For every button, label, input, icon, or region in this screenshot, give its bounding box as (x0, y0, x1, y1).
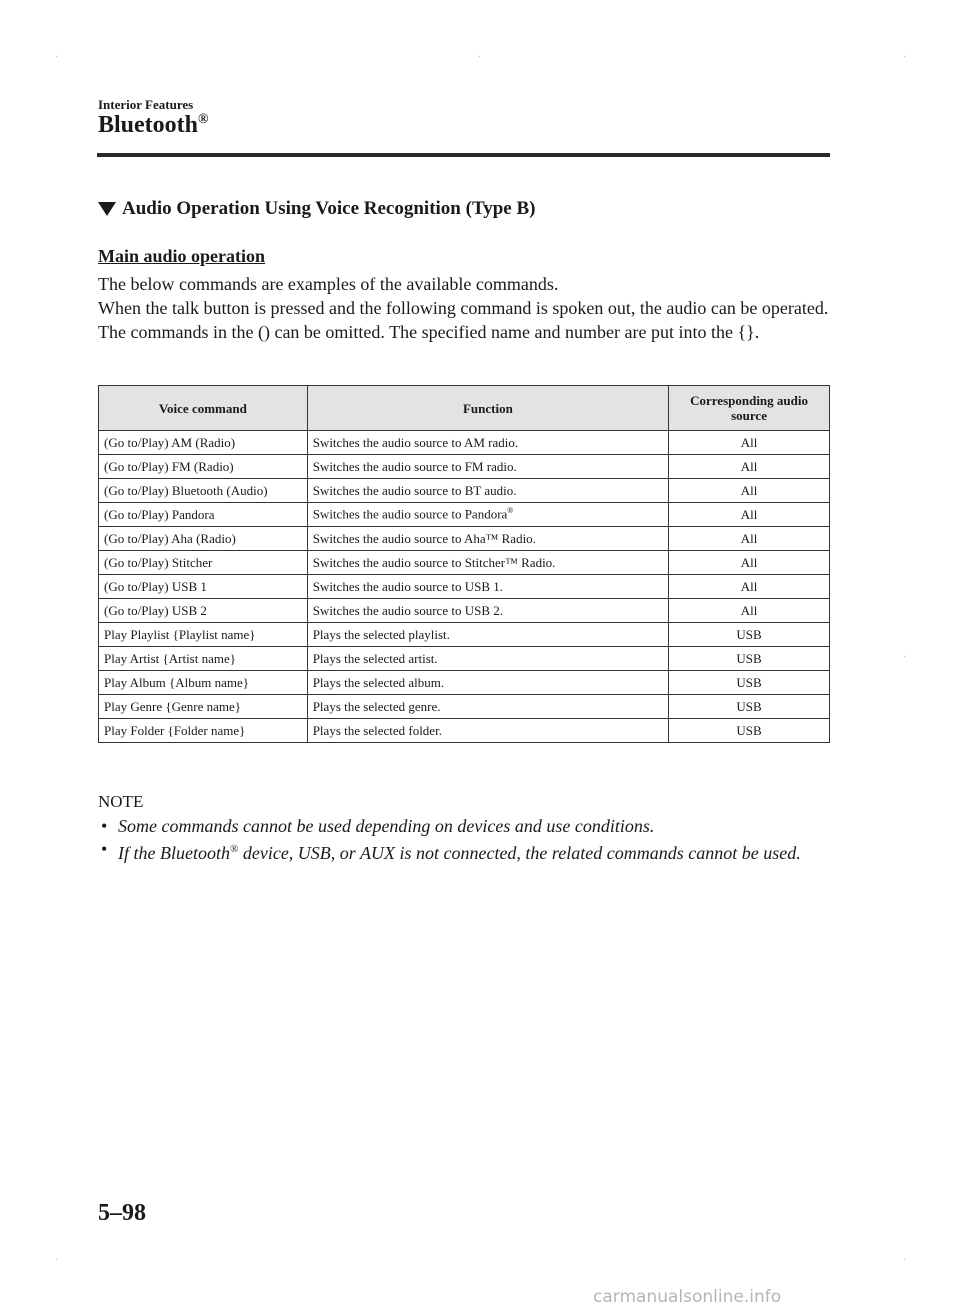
triangle-down-icon (98, 202, 116, 216)
cell-function: Plays the selected genre. (307, 695, 668, 719)
cell-function: Switches the audio source to Aha™ Radio. (307, 527, 668, 551)
bullet-icon: • (101, 839, 108, 859)
cell-function: Switches the audio source to USB 1. (307, 575, 668, 599)
cell-function: Plays the selected album. (307, 671, 668, 695)
header-audio-source: Corresponding audio source (669, 386, 830, 431)
cell-source: USB (669, 647, 830, 671)
cell-source: USB (669, 671, 830, 695)
header-rule (97, 153, 830, 157)
cell-source: All (669, 551, 830, 575)
crop-mark: · (55, 1255, 59, 1266)
table-row (99, 575, 830, 599)
crop-mark: · (903, 1255, 907, 1266)
header-function: Function (307, 386, 668, 431)
intro-line-1: The below commands are examples of the available commands. (98, 274, 559, 294)
table-row (99, 431, 830, 455)
cell-command: (Go to/Play) FM (Radio) (99, 455, 308, 479)
table-row (99, 623, 830, 647)
cell-command: Play Album {Album name} (99, 671, 308, 695)
table-row (99, 455, 830, 479)
crop-mark: · (903, 52, 907, 63)
cell-command: (Go to/Play) USB 2 (99, 599, 308, 623)
cell-command: (Go to/Play) Aha (Radio) (99, 527, 308, 551)
section-name: Bluetooth (98, 112, 199, 138)
note-title: NOTE (98, 792, 144, 811)
cell-command: (Go to/Play) Bluetooth (Audio) (99, 479, 308, 503)
table-row (99, 527, 830, 551)
chapter-title: Interior Features (98, 97, 194, 112)
cell-function: Switches the audio source to Stitcher™ Radio. (307, 551, 668, 575)
cell-function: Switches the audio source to BT audio. (307, 479, 668, 503)
cell-command: Play Artist {Artist name} (99, 647, 308, 671)
watermark: carmanualsonline.info (593, 1287, 782, 1307)
voice-command-table (98, 385, 830, 743)
function-text: Switches the audio source to Pandora (312, 506, 508, 522)
crop-mark: · (478, 52, 482, 63)
table-header-row (99, 386, 830, 431)
cell-source: All (669, 599, 830, 623)
table-row (99, 719, 830, 743)
intro-line-2: When the talk button is pressed and the following command is spoken out, the audio can be operated. The commands in the () can be omitted. The specified name and number are put into the {}. (98, 298, 829, 342)
cell-function: Plays the selected artist. (307, 647, 668, 671)
cell-source: All (669, 431, 830, 455)
cell-source: All (669, 503, 830, 527)
note-item-text-b: device, USB, or AUX is not connected, the related commands cannot be used. (238, 843, 801, 863)
note-list (98, 815, 833, 865)
table-row (99, 503, 830, 527)
topic-heading-text: Audio Operation Using Voice Recognition (Type B) (122, 198, 536, 219)
header-voice-command: Voice command (99, 386, 308, 431)
table-row (99, 695, 830, 719)
cell-command: Play Genre {Genre name} (99, 695, 308, 719)
table-row (99, 599, 830, 623)
table-row (99, 479, 830, 503)
cell-source: All (669, 455, 830, 479)
cell-source: USB (669, 719, 830, 743)
table-row (99, 551, 830, 575)
cell-source: All (669, 479, 830, 503)
cell-function: Switches the audio source to FM radio. (307, 455, 668, 479)
note-item (98, 815, 833, 838)
cell-source: All (669, 575, 830, 599)
table-row (99, 671, 830, 695)
note-item-text: Some commands cannot be used depending on devices and use conditions. (118, 816, 655, 836)
cell-function: Plays the selected playlist. (307, 623, 668, 647)
cell-command: (Go to/Play) USB 1 (99, 575, 308, 599)
intro-text (98, 272, 833, 344)
cell-command: Play Folder {Folder name} (99, 719, 308, 743)
note-item (98, 838, 833, 865)
registered-mark: ® (229, 843, 239, 855)
cell-command: (Go to/Play) AM (Radio) (99, 431, 308, 455)
cell-function: Plays the selected folder. (307, 719, 668, 743)
section-title (98, 112, 208, 139)
crop-mark: · (903, 652, 907, 663)
bullet-icon: • (101, 816, 108, 836)
crop-mark: · (55, 52, 59, 63)
page-number: 5–98 (98, 1200, 146, 1226)
cell-source: All (669, 527, 830, 551)
cell-source: USB (669, 623, 830, 647)
table-row (99, 647, 830, 671)
cell-function: Switches the audio source to AM radio. (307, 431, 668, 455)
registered-mark: ® (507, 506, 514, 516)
registered-mark: ® (198, 112, 209, 127)
cell-function: Switches the audio source to USB 2. (307, 599, 668, 623)
cell-source: USB (669, 695, 830, 719)
cell-command: Play Playlist {Playlist name} (99, 623, 308, 647)
cell-function (307, 503, 668, 527)
topic-heading (98, 198, 535, 220)
cell-command: (Go to/Play) Pandora (99, 503, 308, 527)
subheading: Main audio operation (98, 246, 266, 266)
cell-command: (Go to/Play) Stitcher (99, 551, 308, 575)
note-item-text-a: If the Bluetooth (118, 843, 230, 863)
